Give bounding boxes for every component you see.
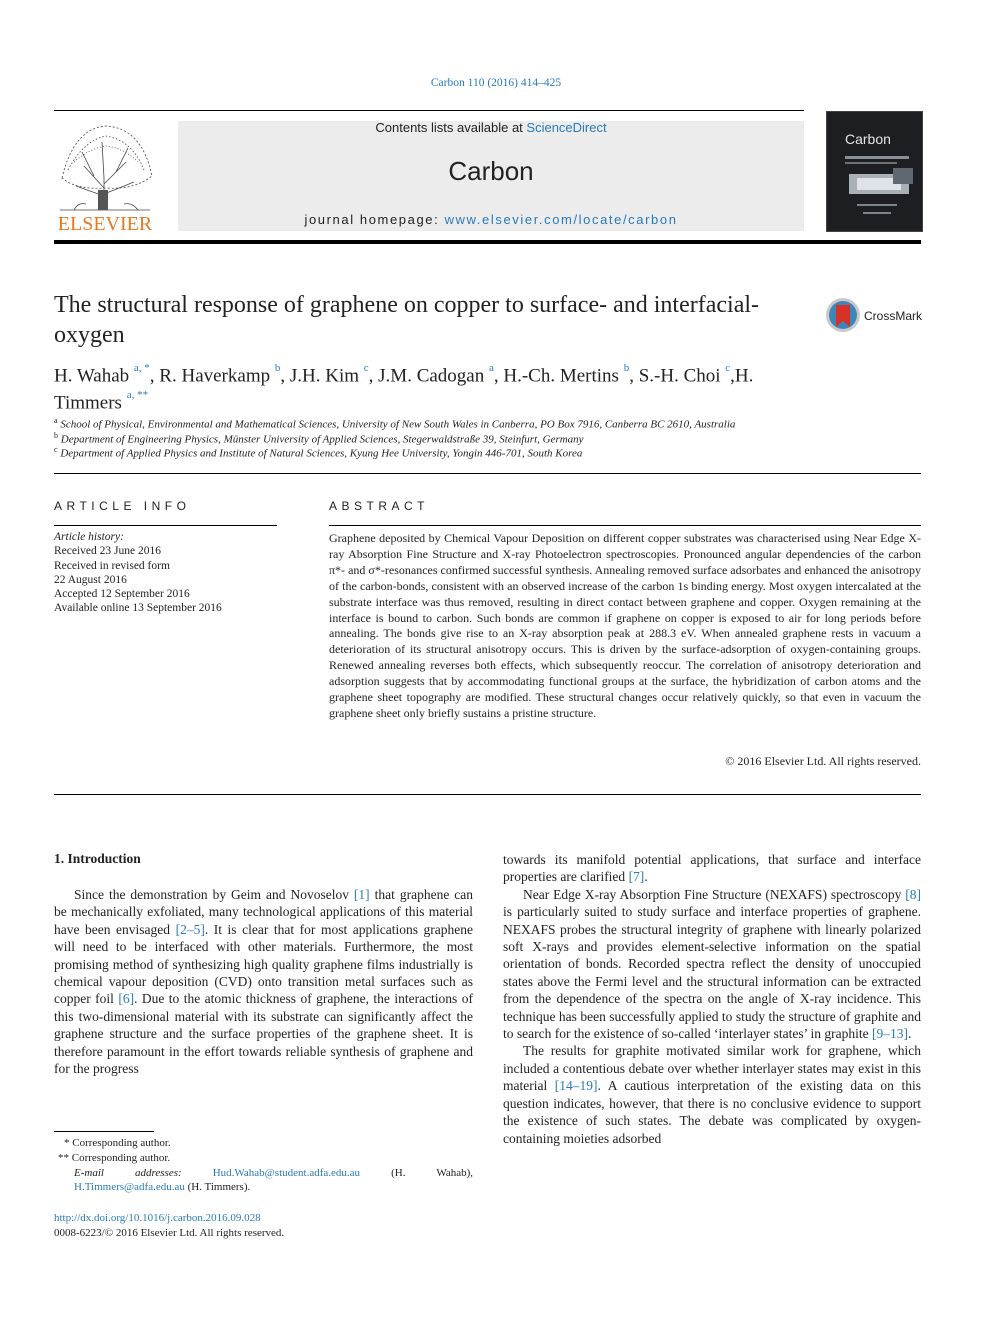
intro-paragraph	[503, 851, 921, 886]
contents-prefix: Contents lists available at	[375, 120, 527, 135]
author-affiliation-marker[interactable]: b	[274, 362, 281, 374]
section-heading-introduction: 1. Introduction	[54, 851, 141, 866]
email-owner-timmers: (H. Timmers).	[184, 1181, 251, 1194]
abstract-rule	[329, 525, 921, 526]
crossmark-label: CrossMark	[864, 309, 923, 323]
paragraph-text: . A cautious interpretation of the existing data on this question indicates, however, that there is no conclusive evidence to support the existence of such states. The debate was complicated by oxygen-containing moieties adsorbed	[503, 1078, 921, 1146]
affiliation-b	[54, 431, 921, 446]
author-affiliation-marker[interactable]: c	[725, 362, 731, 374]
abstract-divider	[54, 794, 921, 795]
paragraph-text: Since the demonstration by Geim and Novoselov	[74, 887, 354, 902]
citation-link[interactable]: [6]	[118, 991, 135, 1007]
intro-paragraph	[503, 886, 921, 1043]
homepage-link[interactable]: www.elsevier.com/locate/carbon	[444, 212, 678, 227]
article-history	[54, 530, 284, 616]
journal-name: Carbon	[448, 156, 534, 186]
affiliation-c	[54, 445, 921, 460]
author-name: H. Wahab	[54, 365, 130, 387]
author-separator: ,	[493, 365, 504, 387]
affiliation-key: c	[54, 445, 58, 454]
paragraph-text: . It is clear that for most applications graphene will need to be interfaced with other materials. Furthermore, the most promising method of synthesizing high quality graphene films industrially is chemical vapour deposition (CVD) onto transition metal surfaces such as copper foil	[54, 921, 473, 1007]
paragraph-text: is particularly suited to study surface and interface properties of graphene. NEXAFS probes the structural integrity of graphene with linearly polarized soft X-rays and provides element-selective information on the spatial orientation of bonds. Recorded spectra reflect the density of unoccupied states above the Fermi level and the structural information can be extracted from the dependence of the spectra on the angle of X-ray incidence. This technique has been successfully applied to study the structure of graphite and to search for the existence of so-called ‘interlayer states’ in graphite	[503, 904, 921, 1042]
paragraph-text: that graphene can be mechanically exfoliated, many technological applications of this material have been envisaged	[54, 887, 473, 937]
elsevier-wordmark: ELSEVIER	[57, 213, 153, 234]
affiliation-text: Department of Applied Physics and Institute of Natural Sciences, Kyung Hee University, Yongin 446-701, South Korea	[60, 447, 583, 460]
author-affiliation-marker[interactable]: a, *	[133, 362, 150, 374]
footnotes	[54, 1136, 473, 1195]
cover-title: Carbon	[845, 131, 891, 147]
email-link-wahab[interactable]: Hud.Wahab@student.adfa.edu.au	[212, 1166, 361, 1179]
author-affiliation-marker[interactable]: a	[488, 362, 494, 374]
paragraph-text: Near Edge X-ray Absorption Fine Structure (NEXAFS) spectroscopy	[523, 886, 906, 902]
history-line: 22 August 2016	[54, 573, 127, 586]
doi-link[interactable]: http://dx.doi.org/10.1016/j.carbon.2016.09.028	[54, 1212, 261, 1224]
history-line: Received in revised form	[54, 559, 170, 572]
sciencedirect-link[interactable]: ScienceDirect	[526, 120, 607, 135]
email-link-timmers[interactable]: H.Timmers@adfa.edu.au	[74, 1181, 185, 1194]
author-affiliation-marker[interactable]: a, **	[126, 389, 149, 402]
citation-link[interactable]: [7]	[628, 869, 645, 885]
history-line: Accepted 12 September 2016	[54, 588, 190, 601]
header-thick-rule	[54, 240, 921, 244]
footnote-rule	[54, 1131, 154, 1132]
corresponding-author-1: * Corresponding author.	[64, 1137, 171, 1149]
history-label: Article history:	[54, 531, 124, 543]
affiliation-key: a	[54, 416, 58, 425]
article-title: The structural response of graphene on copper to surface- and interfacial-oxygen	[54, 292, 760, 348]
doi-block	[54, 1211, 554, 1241]
author-name: H. Timmers	[54, 365, 754, 414]
issn-copyright: 0008-6223/© 2016 Elsevier Ltd. All rights reserved.	[54, 1226, 285, 1239]
article-info-rule	[54, 525, 277, 526]
elsevier-logo	[54, 118, 157, 234]
crossmark-badge[interactable]	[825, 296, 925, 334]
contents-line	[178, 120, 804, 135]
paragraph-text: towards its manifold potential applications, that surface and interface properties are clarified	[503, 852, 921, 885]
author-separator: ,	[730, 365, 735, 387]
author-separator: ,	[368, 365, 379, 387]
citation-link[interactable]: [9–13]	[871, 1026, 908, 1042]
header-divider	[54, 110, 804, 111]
affiliation-text: Department of Engineering Physics, Münster University of Applied Sciences, Stegerwaldstraße 39, Steinfurt, Germany	[60, 433, 584, 446]
abstract-text: Graphene deposited by Chemical Vapour Deposition on different copper substrates was characterised using Near Edge X-ray Absorption Fine Structure and X-ray Photoelectron spectroscopies. Pronounced angular dependencies of the carbon π*- and σ*-resonances confirmed successful synthesis. Annealing removed surface adsorbates and enhanced the anisotropy of the carbon-bonds, consistent with an observed increase of the carbon 1s binding energy. Most oxygen intercalated at the substrate interface was thus removed, resulting in direct contact between graphene and copper. Oxygen remaining at the interface is bound to carbon. Such bonds are common if graphene on copper is exposed to air for long periods before annealing. The bonds give rise to an X-ray absorption peak at 288.3 eV. When annealed graphene rests in vacuum a deterioration of its structural anisotropy occurs. This is driven by the surface-adsorption of oxygen-containing groups. Renewed annealing reverses both effects, which subsequently reoccur. The correlation of anisotropy deterioration and adsorption suggests that by accommodating functional groups at the surface, the hybridization of carbon atoms and the graphene sheet topography are modified. These structural changes occur relatively quickly, so that even in vacuum the graphene sheet only briefly sustains a pristine structure.	[329, 531, 921, 720]
email-owner-wahab: (H. Wahab),	[360, 1166, 473, 1179]
author-name: H.-Ch. Mertins	[503, 365, 619, 387]
intro-paragraph	[503, 1042, 921, 1146]
email-addresses	[54, 1166, 473, 1196]
abstract-heading: ABSTRACT	[329, 499, 430, 513]
homepage-line	[178, 212, 804, 227]
intro-paragraph	[54, 886, 473, 1077]
author-name: J.M. Cadogan	[378, 365, 485, 387]
affiliation-text: School of Physical, Environmental and Mathematical Sciences, University of New South Wales in Canberra, PO Box 7916, Canberra BC 2610, Australia	[60, 418, 736, 431]
author-affiliation-marker[interactable]: c	[363, 362, 369, 374]
affiliation-a	[54, 416, 921, 431]
journal-cover	[826, 111, 923, 232]
affiliation-key: b	[54, 431, 58, 440]
corresponding-author-2: ** Corresponding author.	[58, 1151, 171, 1164]
abstract-copyright: © 2016 Elsevier Ltd. All rights reserved.	[725, 754, 921, 768]
citation-link[interactable]: [8]	[905, 886, 921, 902]
email-label: E-mail addresses:	[74, 1166, 213, 1179]
author-separator: ,	[629, 365, 639, 387]
homepage-prefix: journal homepage:	[304, 212, 445, 227]
author-list	[54, 360, 824, 415]
paragraph-text: The results for graphite motivated similar work for graphene, which included a contentious debate over whether interlayer states may exist in this material	[503, 1043, 921, 1094]
author-name: R. Haverkamp	[159, 365, 271, 387]
paragraph-text: .	[644, 869, 648, 885]
author-name: S.-H. Choi	[638, 365, 721, 387]
history-line: Available online 13 September 2016	[54, 602, 222, 615]
intro-right-column	[503, 851, 921, 1147]
history-line: Received 23 June 2016	[54, 545, 161, 558]
citation-link[interactable]: [2–5]	[175, 921, 205, 937]
citation-link[interactable]: [1]	[353, 887, 370, 902]
citation-link[interactable]: [14–19]	[554, 1078, 598, 1094]
journal-citation[interactable]: Carbon 110 (2016) 414–425	[430, 77, 562, 89]
affiliation-divider	[54, 473, 921, 474]
author-affiliation-marker[interactable]: b	[623, 362, 630, 374]
paragraph-text: .	[907, 1026, 912, 1042]
paragraph-text: . Due to the atomic thickness of graphene, the interactions of this two-dimensional material with its substrate can significantly affect the graphene structure and the surface properties of the graphene sheet. It is therefore paramount in the effort towards reliable synthesis of graphene and for the progress	[54, 991, 473, 1077]
intro-left-column	[54, 886, 473, 1077]
author-name: J.H. Kim	[289, 365, 360, 387]
author-separator: ,	[280, 365, 290, 387]
author-separator: ,	[149, 365, 160, 387]
article-info-heading: ARTICLE INFO	[54, 499, 191, 513]
